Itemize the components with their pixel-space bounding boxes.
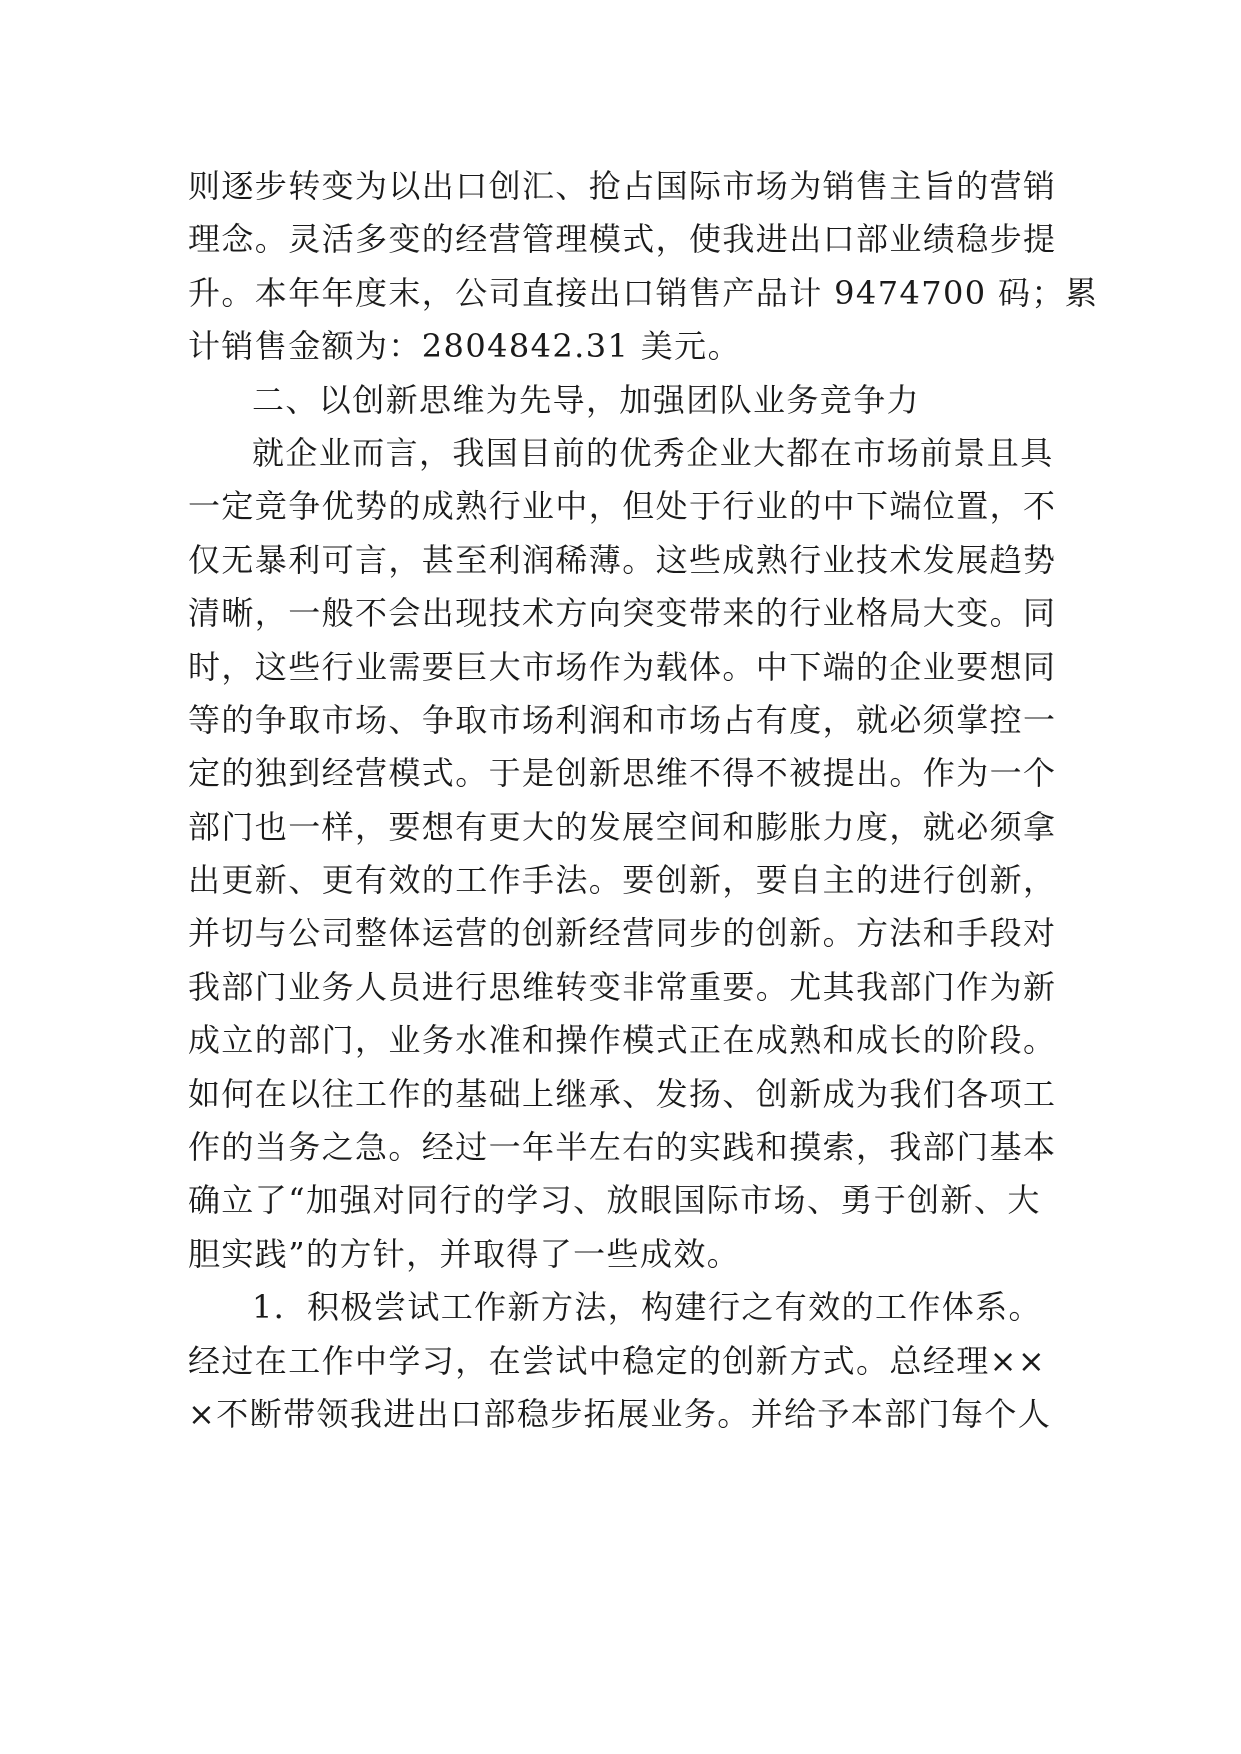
text-line: 计销售金额为：2804842.31 美元。 xyxy=(188,327,741,366)
text-line: 我部门业务人员进行思维转变非常重要。尤其我部门作为新 xyxy=(188,967,1057,1006)
text-line: 等的争取市场、争取市场利润和市场占有度，就必须掌控一 xyxy=(188,700,1057,739)
text-line: 胆实践”的方针，并取得了一些成效。 xyxy=(188,1234,741,1273)
text-line: 则逐步转变为以出口创汇、抢占国际市场为销售主旨的营销 xyxy=(188,167,1057,205)
text-line: 理念。灵活多变的经营管理模式，使我进出口部业绩稳步提 xyxy=(188,220,1057,259)
text-line: 经过在工作中学习，在尝试中稳定的创新方式。总经理×× xyxy=(188,1341,1047,1380)
text-line: 升。本年年度末，公司直接出口销售产品计 9474700 码；累 xyxy=(188,273,1099,312)
text-line: 成立的部门，业务水准和操作模式正在成熟和成长的阶段。 xyxy=(188,1021,1057,1060)
text-line: 并切与公司整体运营的创新经营同步的创新。方法和手段对 xyxy=(188,914,1057,953)
text-line: 就企业而言，我国目前的优秀企业大都在市场前景且具 xyxy=(252,433,1054,472)
text-line: 时，这些行业需要巨大市场作为载体。中下端的企业要想同 xyxy=(188,647,1057,686)
text-line: 清晰，一般不会出现技术方向突变带来的行业格局大变。同 xyxy=(188,594,1057,633)
section-heading: 二、以创新思维为先导，加强团队业务竞争力 xyxy=(252,380,921,419)
text-line: 定的独到经营模式。于是创新思维不得不被提出。作为一个 xyxy=(188,754,1057,793)
body-text xyxy=(188,160,1099,1441)
text-line: 作的当务之急。经过一年半左右的实践和摸索，我部门基本 xyxy=(188,1128,1057,1167)
text-line: ×不断带领我进出口部稳步拓展业务。并给予本部门每个人 xyxy=(188,1394,1052,1433)
text-line: 部门也一样，要想有更大的发展空间和膨胀力度，就必须拿 xyxy=(188,807,1057,846)
text-line: 出更新、更有效的工作手法。要创新，要自主的进行创新， xyxy=(188,861,1057,900)
text-line: 仅无暴利可言，甚至利润稀薄。这些成熟行业技术发展趋势 xyxy=(188,540,1057,579)
text-line: 如何在以往工作的基础上继承、发扬、创新成为我们各项工 xyxy=(188,1074,1057,1113)
text-line: 确立了“加强对同行的学习、放眼国际市场、勇于创新、大 xyxy=(188,1181,1041,1220)
subsection-heading: 1．积极尝试工作新方法，构建行之有效的工作体系。 xyxy=(252,1288,1042,1327)
text-line: 一定竞争优势的成熟行业中，但处于行业的中下端位置，不 xyxy=(188,487,1057,526)
